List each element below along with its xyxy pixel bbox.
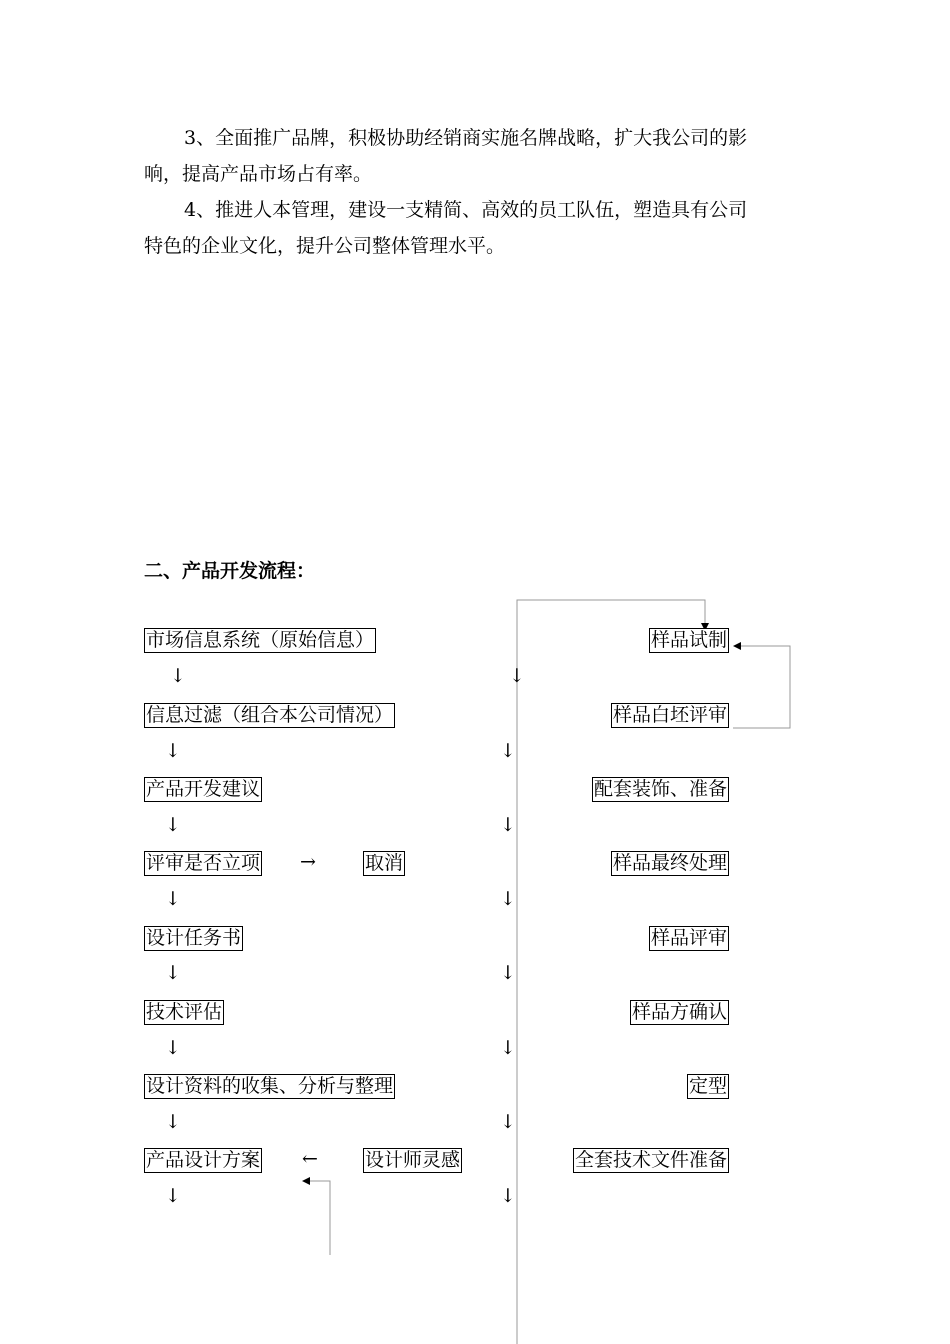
arrow-down-icon: ↓ [500, 1037, 516, 1059]
flow-right-7-finalize: 定型 [688, 1075, 727, 1097]
paragraph-3-line-2: 响，提高产品市场占有率。 [144, 163, 373, 185]
flow-left-6-tech-evaluation: 技术评估 [146, 1001, 223, 1023]
flow-right-3-decoration-prep: 配套装饰、准备 [593, 778, 727, 800]
arrow-down-icon: ↓ [165, 1037, 181, 1059]
paragraph-4-line-2: 特色的企业文化，提升公司整体管理水平。 [144, 235, 506, 257]
review-feedback-connector [733, 646, 790, 728]
arrow-down-icon: ↓ [509, 665, 525, 687]
paragraph-4-line-1: 4、推进人本管理，建设一支精简、高效的员工队伍，塑造具有公司 [184, 199, 748, 221]
flow-right-2-blank-review: 样品白坯评审 [612, 704, 727, 726]
flow-right-6-sample-confirm: 样品方确认 [631, 1001, 727, 1023]
arrow-left-icon: ← [302, 1148, 318, 1170]
arrow-down-icon: ↓ [500, 1185, 516, 1207]
arrow-down-icon: ↓ [500, 1111, 516, 1133]
flow-left-8-design-plan: 产品设计方案 [146, 1149, 261, 1171]
flow-left-7-data-collection: 设计资料的收集、分析与整理 [146, 1075, 394, 1097]
arrow-down-icon: ↓ [165, 962, 181, 984]
flow-right-5-sample-review: 样品评审 [650, 927, 727, 949]
arrow-down-icon: ↓ [165, 814, 181, 836]
inspiration-connector [303, 1181, 330, 1255]
arrow-down-icon: ↓ [500, 888, 516, 910]
flow-left-4-project-review: 评审是否立项 [146, 852, 261, 874]
flow-cancel: 取消 [365, 852, 404, 874]
flow-right-1-sample-trial: 样品试制 [650, 629, 727, 651]
arrow-down-icon: ↓ [165, 888, 181, 910]
arrow-down-icon: ↓ [170, 665, 186, 687]
flow-left-1-market-info: 市场信息系统（原始信息） [146, 629, 375, 651]
arrow-right-icon: → [300, 851, 316, 873]
paragraph-3-line-1: 3、全面推广品牌，积极协助经销商实施名牌战略，扩大我公司的影 [184, 127, 748, 149]
arrow-down-icon: ↓ [165, 1111, 181, 1133]
flow-left-5-design-brief: 设计任务书 [146, 927, 242, 949]
flow-designer-inspiration: 设计师灵感 [365, 1149, 461, 1171]
flow-right-8-tech-docs: 全套技术文件准备 [574, 1149, 727, 1171]
arrow-down-icon: ↓ [165, 1185, 181, 1207]
flow-left-3-dev-proposal: 产品开发建议 [146, 778, 261, 800]
flow-left-2-info-filter: 信息过滤（组合本公司情况） [146, 704, 394, 726]
arrow-down-icon: ↓ [500, 814, 516, 836]
flow-right-4-final-processing: 样品最终处理 [612, 852, 727, 874]
section-title: 二、产品开发流程： [144, 560, 316, 582]
arrow-down-icon: ↓ [500, 962, 516, 984]
arrow-down-icon: ↓ [500, 740, 516, 762]
arrow-down-icon: ↓ [165, 740, 181, 762]
